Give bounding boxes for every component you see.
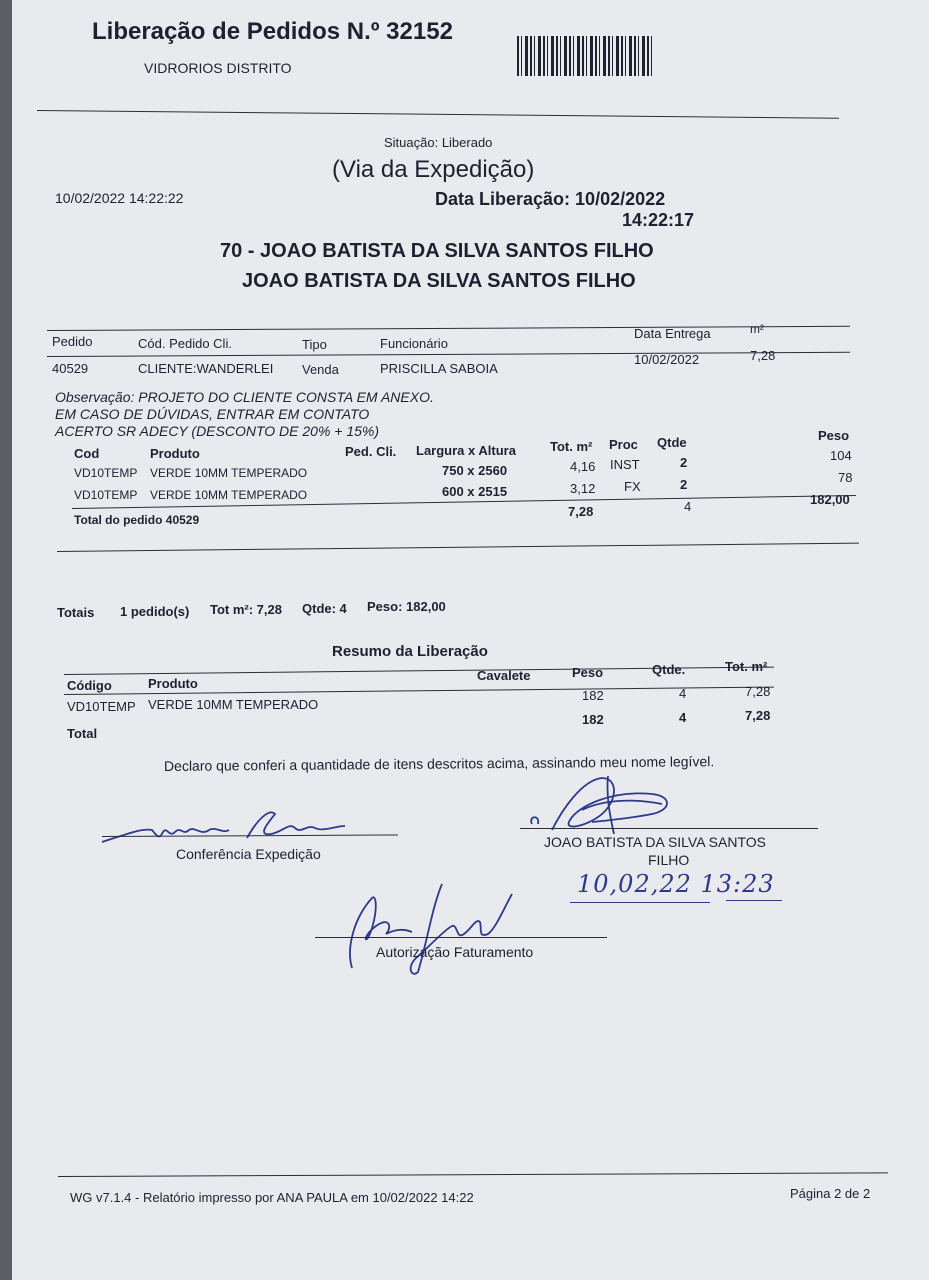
resumo-row-peso: 182 — [582, 688, 604, 703]
resumo-col-codigo: Código — [67, 678, 112, 693]
barcode-icon — [517, 36, 655, 76]
items-col-qtde: Qtde — [657, 435, 687, 450]
via-label: (Via da Expedição) — [332, 156, 535, 183]
handwritten-time-underline — [726, 900, 782, 901]
totais-peso: Peso: 182,00 — [367, 599, 446, 614]
item-1-proc: INST — [610, 457, 640, 472]
resumo-row-produto: VERDE 10MM TEMPERADO — [148, 697, 319, 712]
client-name-line-1: JOAO BATISTA DA SILVA SANTOS — [544, 834, 766, 850]
resumo-row-codigo: VD10TEMP — [67, 699, 136, 714]
resumo-col-qtde: Qtde. — [652, 662, 686, 677]
client-signature-line — [520, 828, 818, 829]
item-2-proc: FX — [624, 479, 641, 494]
client-name-line-2: FILHO — [648, 852, 690, 868]
item-1-peso: 104 — [830, 448, 852, 463]
resumo-col-peso: Peso — [572, 665, 604, 680]
totais-label: Totais — [57, 605, 95, 620]
resumo-total-label: Total — [67, 726, 98, 741]
handwritten-date-underline — [570, 902, 710, 903]
total-pedido-qtde: 4 — [684, 499, 692, 514]
client-line-2: JOAO BATISTA DA SILVA SANTOS FILHO — [242, 270, 636, 292]
data-liberacao: Data Liberação: 10/02/2022 — [435, 189, 666, 209]
declaration-text: Declaro que conferi a quantidade de itens descritos acima, assinando meu nome legível. — [163, 753, 715, 774]
document-title: Liberação de Pedidos N.º 32152 — [92, 18, 453, 45]
item-2-produto: VERDE 10MM TEMPERADO — [150, 488, 308, 502]
items-col-ped-cli: Ped. Cli. — [345, 444, 397, 459]
order-top-line — [47, 326, 850, 331]
signature-client-icon — [522, 770, 682, 840]
resumo-total-tot-m2: 7,28 — [745, 708, 771, 723]
items-col-tot-m2: Tot. m² — [550, 439, 593, 454]
resumo-total-qtde: 4 — [679, 710, 687, 725]
pedido-value: 40529 — [52, 361, 89, 376]
observacao-line-2: EM CASO DE DÚVIDAS, ENTRAR EM CONTATO — [55, 406, 370, 422]
footer-line — [58, 1172, 888, 1177]
total-pedido-peso: 182,00 — [810, 492, 850, 507]
item-1-produto: VERDE 10MM TEMPERADO — [150, 466, 308, 480]
col-funcionario: Funcionário — [380, 336, 448, 351]
col-data-entrega: Data Entrega — [634, 326, 711, 341]
resumo-col-cavalete: Cavalete — [477, 668, 531, 683]
totais-pedidos: 1 pedido(s) — [120, 604, 190, 619]
funcionario-value: PRISCILLA SABOIA — [380, 361, 498, 376]
items-bottom-line — [57, 543, 859, 552]
client-line-1: 70 - JOAO BATISTA DA SILVA SANTOS FILHO — [220, 240, 654, 262]
col-cod-pedido-cli: Cód. Pedido Cli. — [138, 336, 232, 351]
item-2-cod: VD10TEMP — [74, 488, 138, 502]
item-1-tot-m2: 4,16 — [570, 459, 596, 474]
items-col-produto: Produto — [150, 446, 200, 461]
m2-value: 7,28 — [750, 348, 776, 363]
items-col-dims: Largura x Altura — [416, 443, 516, 458]
company-name: VIDRORIOS DISTRITO — [144, 60, 292, 76]
item-1-cod: VD10TEMP — [74, 466, 138, 480]
item-2-peso: 78 — [838, 470, 853, 485]
resumo-row-qtde: 4 — [679, 686, 687, 701]
cod-pedido-cli-value: CLIENTE:WANDERLEI — [138, 361, 274, 376]
resumo-col-produto: Produto — [148, 676, 198, 691]
order-header-line — [47, 352, 850, 357]
item-1-qtde: 2 — [680, 455, 688, 470]
items-col-cod: Cod — [74, 446, 100, 461]
item-1-dims: 750 x 2560 — [442, 463, 508, 478]
data-entrega-value: 10/02/2022 — [634, 352, 700, 367]
signature-conferencia-icon — [97, 800, 357, 850]
autorizacao-label: Autorização Faturamento — [376, 944, 534, 960]
handwritten-date: 10,02,22 13:23 — [577, 870, 775, 898]
items-col-proc: Proc — [609, 437, 638, 452]
observacao-line-1: Observação: PROJETO DO CLIENTE CONSTA EM ANEXO. — [55, 389, 434, 405]
total-pedido-label: Total do pedido 40529 — [74, 513, 200, 527]
item-2-dims: 600 x 2515 — [442, 484, 508, 499]
conferencia-label: Conferência Expedição — [176, 846, 321, 862]
col-tipo: Tipo — [302, 337, 327, 352]
col-m2: m² — [750, 322, 764, 336]
col-pedido: Pedido — [52, 334, 93, 349]
total-pedido-m2: 7,28 — [568, 504, 594, 519]
item-2-tot-m2: 3,12 — [570, 481, 596, 496]
print-datetime: 10/02/2022 14:22:22 — [55, 190, 184, 206]
situacao: Situação: Liberado — [384, 135, 493, 150]
document-page — [12, 0, 929, 1280]
totais-m2: Tot m²: 7,28 — [210, 602, 282, 617]
item-2-qtde: 2 — [680, 477, 688, 492]
resumo-col-tot-m2: Tot. m² — [725, 659, 768, 674]
items-col-peso: Peso — [818, 428, 850, 443]
tipo-value: Venda — [302, 362, 339, 377]
observacao-line-3: ACERTO SR ADECY (DESCONTO DE 20% + 15%) — [55, 423, 380, 439]
footer-left: WG v7.1.4 - Relatório impresso por ANA PAULA em 10/02/2022 14:22 — [70, 1190, 474, 1205]
autorizacao-line — [315, 937, 607, 938]
totais-qtde: Qtde: 4 — [302, 601, 347, 616]
data-liberacao-time: 14:22:17 — [622, 210, 695, 230]
footer-page: Página 2 de 2 — [790, 1186, 871, 1201]
signature-autorizacao-icon — [332, 878, 532, 978]
resumo-total-peso: 182 — [582, 712, 604, 727]
resumo-title: Resumo da Liberação — [332, 643, 488, 660]
header-divider — [37, 110, 839, 119]
resumo-row-tot-m2: 7,28 — [745, 684, 771, 699]
